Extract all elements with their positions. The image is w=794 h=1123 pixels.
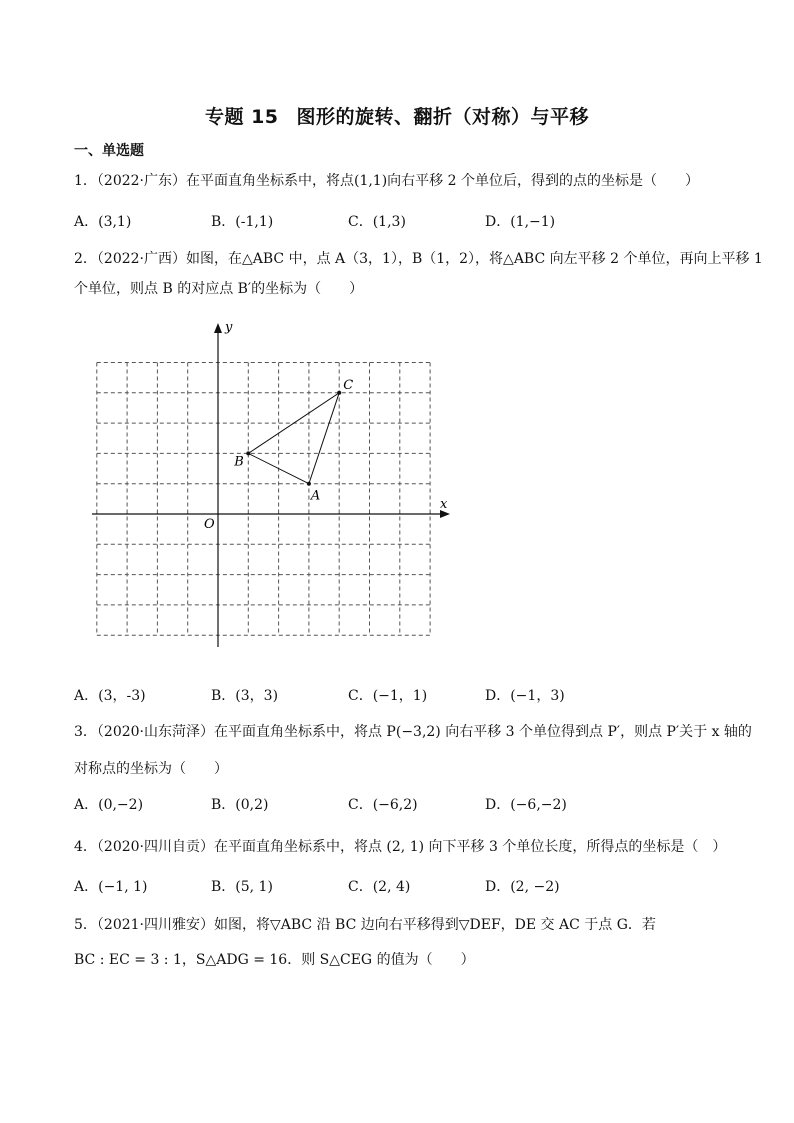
q3-option-b[interactable]: B．(0,2)	[211, 797, 269, 813]
origin-label: O	[204, 517, 215, 532]
q2-option-b[interactable]: B．(3，3)	[211, 688, 279, 704]
point-label-b: B	[234, 454, 244, 470]
q4-option-b[interactable]: B．(5, 1)	[211, 879, 273, 895]
question-5-stem-line1: 5．（2021·四川雅安）如图，将▽ABC 沿 BC 边向右平移得到▽DEF，DE 交 AC 于点 G．若	[74, 917, 656, 933]
q4-option-c[interactable]: C．(2, 4)	[348, 879, 411, 895]
question-2-stem-line2: 个单位，则点 B 的对应点 B′的坐标为（ ）	[74, 281, 364, 297]
q4-option-a[interactable]: A．(−1, 1)	[74, 879, 148, 895]
point-b	[246, 451, 250, 455]
question-4-stem: 4．（2020·四川自贡）在平面直角坐标系中，将点 (2, 1) 向下平移 3 个单位长度，所得点的坐标是（ ）	[74, 839, 727, 855]
point-label-a: A	[310, 488, 321, 504]
point-a	[307, 482, 311, 486]
topic-title: 图形的旋转、翻折（对称）与平移	[296, 106, 590, 128]
point-label-c: C	[343, 377, 354, 393]
q1-option-d[interactable]: D．(1,−1)	[485, 214, 556, 230]
coordinate-figure	[80, 315, 460, 655]
x-axis-label: x	[440, 497, 448, 512]
q3-option-a[interactable]: A．(0,−2)	[74, 797, 144, 813]
q2-option-d[interactable]: D．(−1，3)	[485, 688, 565, 704]
y-axis-label: y	[225, 320, 233, 335]
q3-option-c[interactable]: C．(−6,2)	[348, 797, 418, 813]
question-5-stem-line2: BC : EC = 3 : 1，S△ADG = 16．则 S△CEG 的值为（ ）	[74, 952, 475, 968]
point-c	[337, 391, 341, 395]
q1-option-a[interactable]: A．(3,1)	[74, 214, 132, 230]
question-3-stem-line2: 对称点的坐标为（ ）	[74, 761, 228, 777]
q3-option-d[interactable]: D．(−6,−2)	[485, 797, 567, 813]
q4-option-d[interactable]: D．(2, −2)	[485, 879, 560, 895]
q2-option-a[interactable]: A．(3，-3)	[74, 688, 146, 704]
q1-option-b[interactable]: B．(-1,1)	[211, 214, 274, 230]
question-3-stem-line1: 3．（2020·山东菏泽）在平面直角坐标系中，将点 P(−3,2) 向右平移 3 个单位得到点 P′，则点 P′关于 x 轴的	[74, 724, 752, 740]
y-axis-arrow-icon	[214, 323, 222, 333]
question-2-stem-line1: 2．（2022·广西）如图，在△ABC 中，点 A（3，1），B（1，2），将△ABC 向左平移 2 个单位，再向上平移 1	[74, 251, 763, 267]
page-title	[0, 102, 794, 129]
question-1-stem: 1．（2022·广东）在平面直角坐标系中，将点(1,1)向右平移 2 个单位后，得到的点的坐标是（ ）	[74, 173, 699, 189]
q2-option-c[interactable]: C．(−1，1)	[348, 688, 428, 704]
section-heading: 一、单选题	[74, 143, 144, 159]
topic-number: 专题 15	[204, 106, 279, 128]
dashed-grid	[97, 363, 430, 636]
q1-option-c[interactable]: C．(1,3)	[348, 214, 406, 230]
triangle-abc	[248, 393, 339, 484]
